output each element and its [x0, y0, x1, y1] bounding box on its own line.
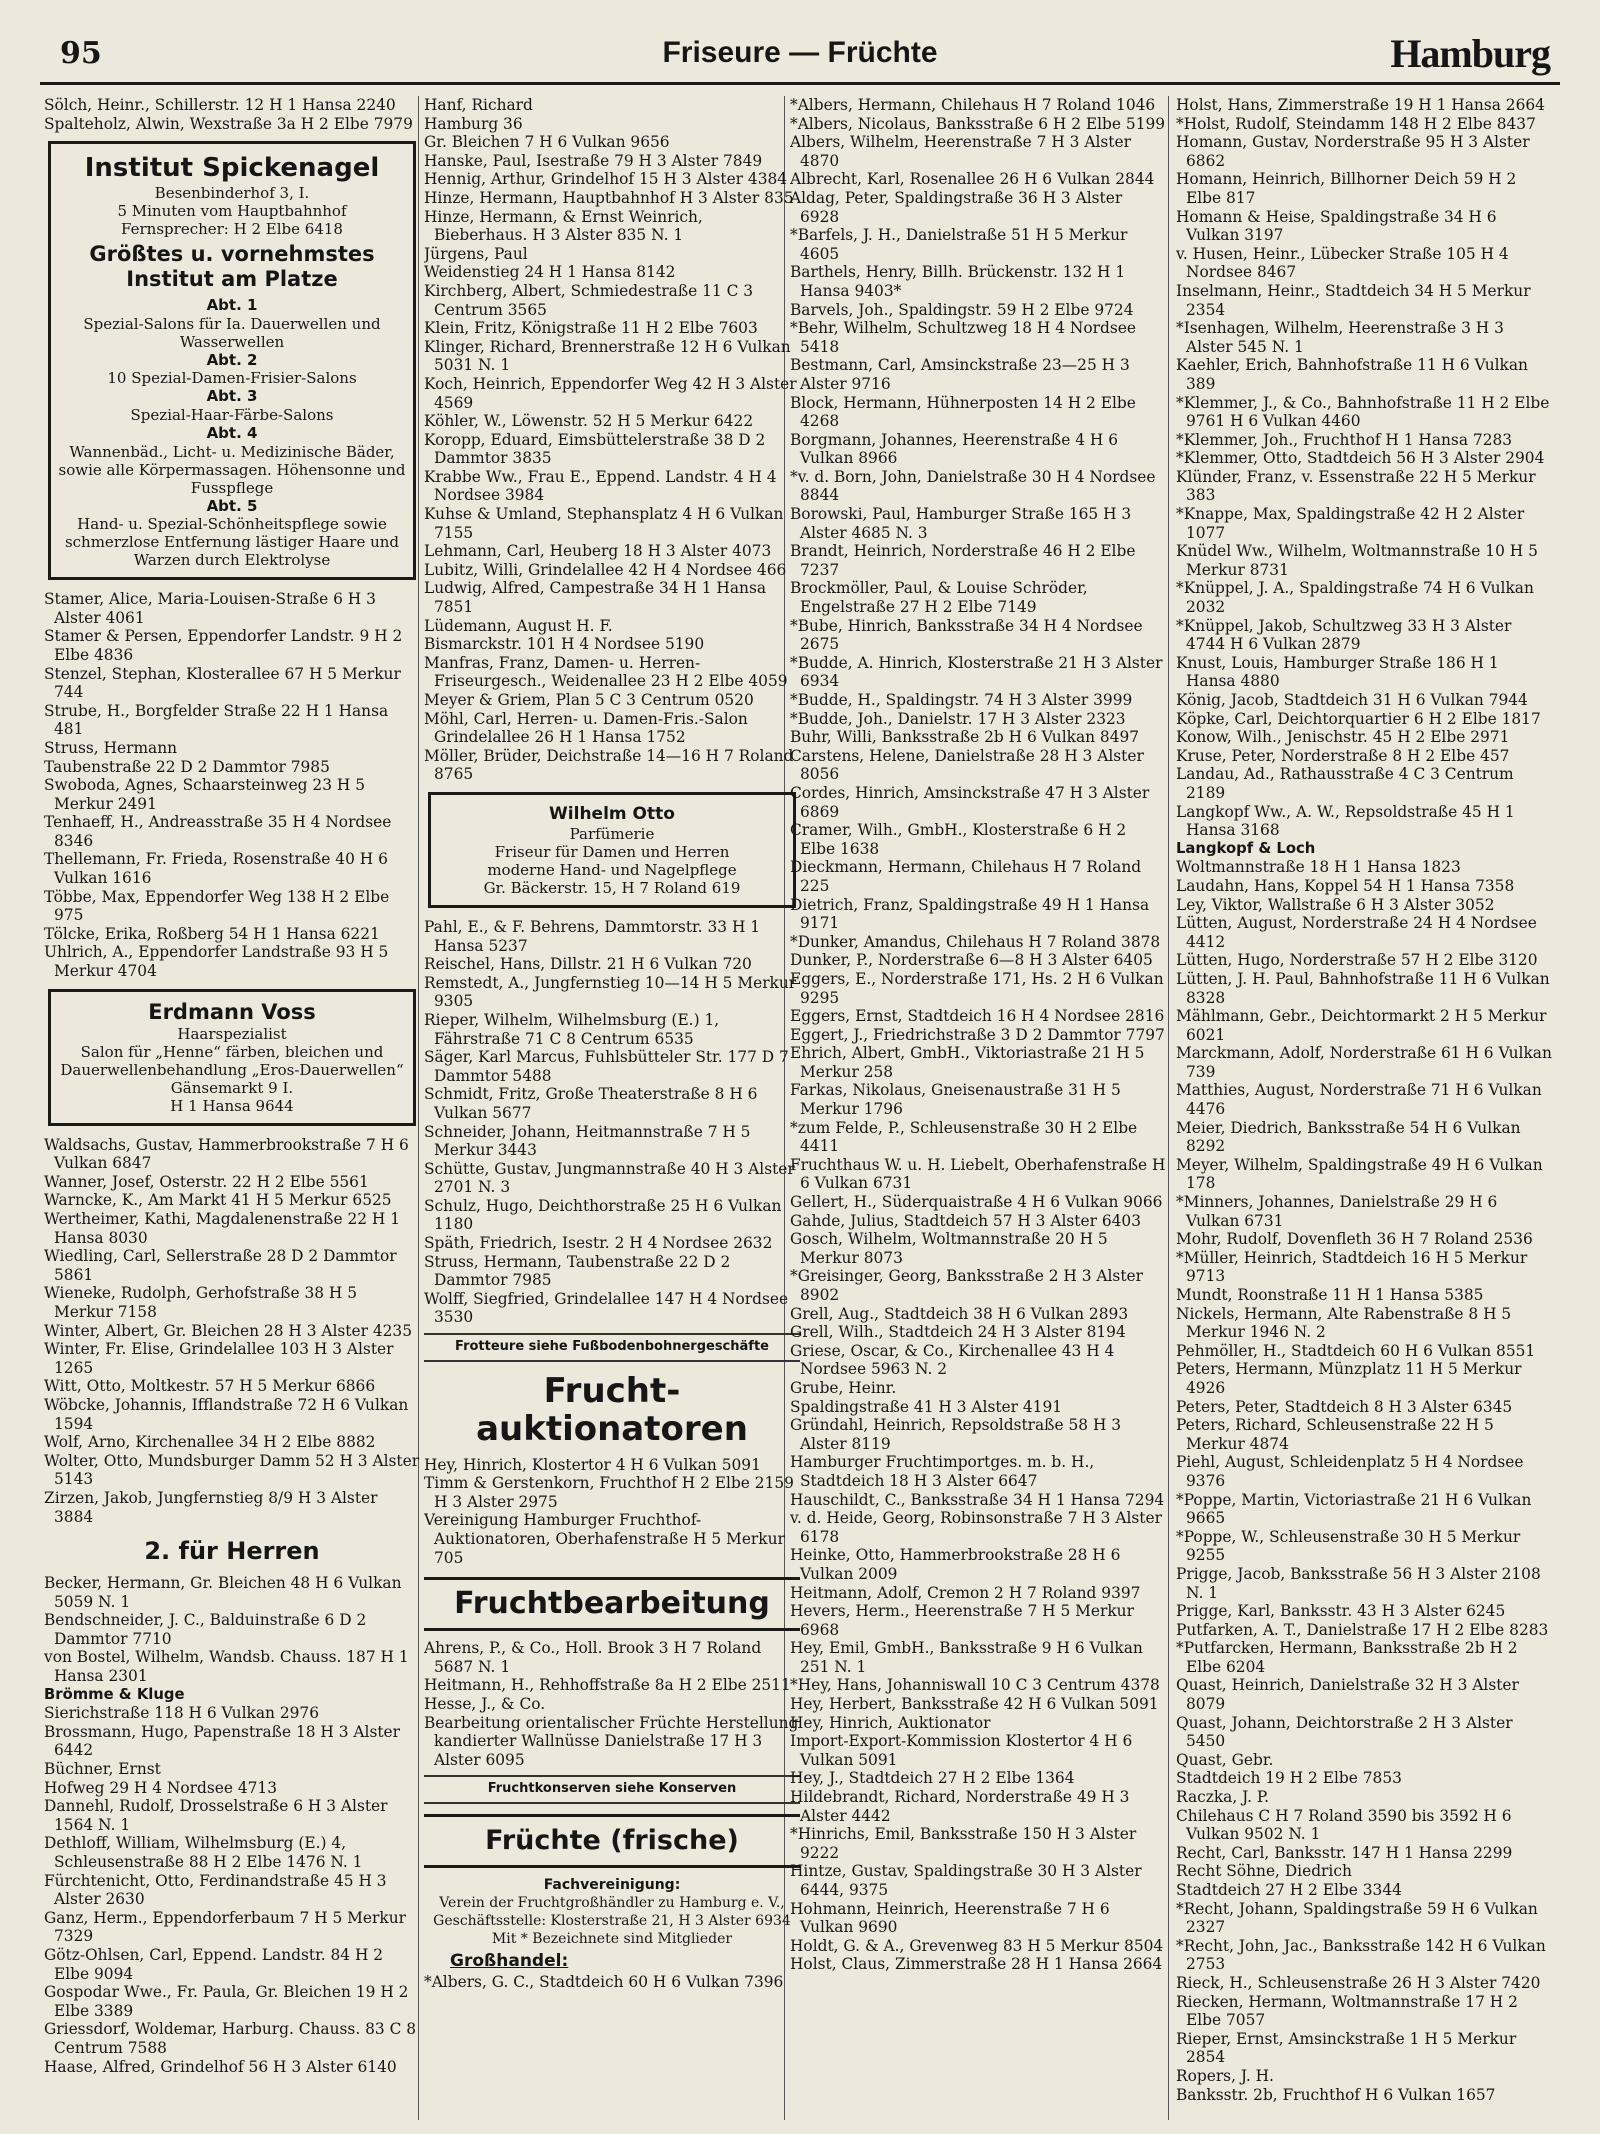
note-konserven: Fruchtkonserven siehe Konserven — [424, 1775, 800, 1804]
directory-entry: Landau, Ad., Rathausstraße 4 C 3 Centrum 2189 — [1176, 765, 1514, 802]
directory-entry: *Klemmer, Otto, Stadtdeich 56 H 3 Alster 2904 — [1176, 449, 1545, 468]
directory-entry: Köpke, Carl, Deichtorquartier 6 H 2 Elbe 1817 — [1176, 709, 1541, 728]
directory-entry: Stenzel, Stephan, Klosterallee 67 H 5 Merkur 744 — [44, 664, 401, 702]
directory-entry: Gellert, H., Süderquaistraße 4 H 6 Vulkan 9066 — [790, 1193, 1163, 1212]
directory-entry: Meier, Diedrich, Banksstraße 54 H 6 Vulkan 8292 — [1176, 1118, 1521, 1156]
directory-entry: Griessdorf, Woldemar, Harburg. Chauss. 83 C 8 Centrum 7588 — [44, 2020, 417, 2057]
directory-entry: Hintze, Gustav, Spaldingstraße 30 H 3 Alster 6444, 9375 — [790, 1862, 1142, 1899]
directory-entry: *Recht, John, Jac., Banksstraße 142 H 6 Vulkan 2753 — [1176, 1936, 1546, 1974]
directory-entry: Inselmann, Heinr., Stadtdeich 34 H 5 Merkur 2354 — [1176, 281, 1531, 319]
directory-entry: Schulz, Hugo, Deichthorstraße 25 H 6 Vulkan 1180 — [424, 1196, 782, 1234]
directory-entry: Pahl, E., & F. Behrens, Dammtorstr. 33 H 1 Hansa 5237 — [424, 917, 761, 955]
directory-entry: *Isenhagen, Wilhelm, Heerenstraße 3 H 3 Alster 545 N. 1 — [1176, 319, 1504, 356]
heading-fruchtauktionatoren: Frucht-auktionatoren — [476, 1370, 748, 1449]
directory-entry: Hinze, Hermann, Hauptbahnhof H 3 Alster 835 — [424, 188, 794, 207]
directory-entry: Woltmannstraße 18 H 1 Hansa 1823 — [1176, 858, 1461, 877]
directory-entry: *Recht, Johann, Spaldingstraße 59 H 6 Vulkan 2327 — [1176, 1899, 1538, 1937]
directory-entry: Möller, Brüder, Deichstraße 14—16 H 7 Roland 8765 — [424, 746, 794, 784]
note-frotteure: Frotteure siehe Fußbodenbohnergeschäfte — [424, 1333, 800, 1362]
directory-entry: Dethloff, William, Wilhelmsburg (E.) 4, Schleusenstraße 88 H 2 Elbe 1476 N. 1 — [44, 1834, 363, 1871]
directory-entry: Hey, J., Stadtdeich 27 H 2 Elbe 1364 — [790, 1769, 1075, 1788]
directory-entry: Import-Export-Kommission Klostertor 4 H 6 Vulkan 5091 — [790, 1732, 1133, 1769]
department-label: Abt. 2 — [206, 350, 258, 369]
directory-entry: *zum Felde, P., Schleusenstraße 30 H 2 Elbe 4411 — [790, 1118, 1138, 1156]
column-divider — [1168, 96, 1169, 2120]
department-text: Hand- u. Spezial-Schönheitspflege sowie schmerzlose Entfernung lästiger Haare und Warzen durch Elektrolyse — [64, 515, 400, 570]
directory-entry: Prigge, Karl, Banksstr. 43 H 3 Alster 6245 — [1176, 1602, 1506, 1621]
directory-entry: Kuhse & Umland, Stephansplatz 4 H 6 Vulkan 7155 — [424, 505, 784, 542]
directory-entry: Peters, Hermann, Münzplatz 11 H 5 Merkur 4926 — [1176, 1360, 1522, 1397]
directory-entry: Bismarckstr. 101 H 4 Nordsee 5190 — [424, 635, 705, 654]
directory-entry: Waldsachs, Gustav, Hammerbrookstraße 7 H 6 Vulkan 6847 — [44, 1135, 409, 1173]
directory-entry: Mohr, Rudolf, Dovenfleth 36 H 7 Roland 2536 — [1176, 1230, 1533, 1249]
directory-entry: Hey, Hinrich, Auktionator — [790, 1713, 991, 1732]
ad-slogan: Größtes u. vornehmstes Institut am Platze — [89, 242, 375, 292]
directory-entry: Hesse, J., & Co. — [424, 1694, 546, 1713]
directory-entry: Hey, Herbert, Banksstraße 42 H 6 Vulkan 5091 — [790, 1695, 1159, 1714]
entry-list — [44, 590, 420, 980]
directory-entry: Borowski, Paul, Hamburger Straße 165 H 3 Alster 4685 N. 3 — [790, 505, 1132, 542]
directory-entry: *Budde, H., Spaldingstr. 74 H 3 Alster 3999 — [790, 691, 1133, 709]
directory-entry: Kirchberg, Albert, Schmiedestraße 11 C 3 Centrum 3565 — [424, 281, 754, 319]
directory-entry: Cordes, Hinrich, Amsinckstraße 47 H 3 Alster 6869 — [790, 783, 1150, 821]
directory-entry: Hohmann, Heinrich, Heerenstraße 7 H 6 Vulkan 9690 — [790, 1899, 1110, 1937]
directory-entry: Grube, Heinr. — [790, 1378, 897, 1397]
directory-entry: Götz-Ohlsen, Carl, Eppend. Landstr. 84 H 2 Elbe 9094 — [44, 1945, 384, 1983]
column-2 — [424, 96, 800, 2120]
directory-entry: *Albers, Nicolaus, Banksstraße 6 H 2 Elbe 5199 — [790, 114, 1166, 133]
entry-list — [44, 96, 420, 133]
directory-entry: Lehmann, Carl, Heuberg 18 H 3 Alster 4073 — [424, 542, 772, 561]
directory-entry: Brandt, Heinrich, Norderstraße 46 H 2 Elbe 7237 — [790, 542, 1136, 579]
directory-entry: *Greisinger, Georg, Banksstraße 2 H 3 Alster 8902 — [790, 1267, 1143, 1304]
directory-entry: Strube, H., Borgfelder Straße 22 H 1 Hansa 481 — [44, 701, 389, 739]
directory-entry: Laudahn, Hans, Koppel 54 H 1 Hansa 7358 — [1176, 876, 1515, 895]
directory-entry: Mählmann, Gebr., Deichtormarkt 2 H 5 Merkur 6021 — [1176, 1007, 1547, 1044]
directory-entry: Krabbe Ww., Frau E., Eppend. Landstr. 4 H 4 Nordsee 3984 — [424, 467, 777, 505]
directory-entry: Möhl, Carl, Herren- u. Damen-Fris.-Salon Grindelallee 26 H 1 Hansa 1752 — [424, 709, 748, 747]
directory-entry: Knüdel Ww., Wilhelm, Woltmannstraße 10 H 5 Merkur 8731 — [1176, 542, 1538, 579]
directory-entry: Ehrich, Albert, GmbH., Viktoriastraße 21 H 5 Merkur 258 — [790, 1044, 1145, 1081]
directory-entry: Gosch, Wilhelm, Woltmannstraße 20 H 5 Merkur 8073 — [790, 1230, 1108, 1267]
directory-entry: Dunker, P., Norderstraße 6—8 H 3 Alster 6405 — [790, 951, 1153, 970]
ad-phone: Fernsprecher: H 2 Elbe 6418 — [121, 220, 343, 239]
directory-entry: Winter, Fr. Elise, Grindelallee 103 H 3 Alster 1265 — [44, 1340, 394, 1377]
directory-entry: Gospodar Wwe., Fr. Paula, Gr. Bleichen 19 H 2 Elbe 3389 — [44, 1983, 409, 2020]
verein-text: Verein der Fruchtgroßhändler zu Hamburg e. V., Geschäftsstelle: Klosterstraße 21, H 3 Alster 6934 — [433, 1894, 791, 1929]
directory-entry: Barthels, Henry, Billh. Brückenstr. 132 H 1 Hansa 9403* — [790, 263, 1126, 300]
column-1 — [44, 96, 420, 2120]
directory-entry: Bestmann, Carl, Amsinckstraße 23—25 H 3 Alster 9716 — [790, 356, 1130, 393]
department-label: Abt. 3 — [206, 387, 258, 406]
directory-entry: Grell, Aug., Stadtdeich 38 H 6 Vulkan 2893 — [790, 1304, 1129, 1323]
directory-entry: *Putfarcken, Hermann, Banksstraße 2b H 2 Elbe 6204 — [1176, 1639, 1518, 1676]
directory-entry: Wanner, Josef, Osterstr. 22 H 2 Elbe 5561 — [44, 1172, 369, 1191]
directory-entry: Carstens, Helene, Danielstraße 28 H 3 Alster 8056 — [790, 746, 1144, 784]
directory-entry: Struss, Hermann — [44, 738, 178, 757]
directory-entry: Wertheimer, Kathi, Magdalenenstraße 22 H 1 Hansa 8030 — [44, 1210, 401, 1247]
directory-entry: Haase, Alfred, Grindelhof 56 H 3 Alster 6140 — [44, 2057, 397, 2076]
directory-entry: *Budde, A. Hinrich, Klosterstraße 21 H 3 Alster 6934 — [790, 653, 1163, 691]
directory-entry: Remstedt, A., Jungfernstieg 10—14 H 5 Merkur 9305 — [424, 973, 797, 1011]
directory-entry: Säger, Karl Marcus, Fuhlsbütteler Str. 177 D 7 Dammtor 5488 — [424, 1048, 789, 1085]
entry-list — [424, 1639, 800, 1769]
directory-entry: Hennig, Arthur, Grindelhof 15 H 3 Alster 4384 — [424, 170, 788, 189]
fachvereinigung-label: Fachvereinigung: — [543, 1876, 681, 1893]
directory-entry: Wolf, Arno, Kirchenallee 34 H 2 Elbe 8882 — [44, 1433, 376, 1452]
directory-entry: Sierichstraße 118 H 6 Vulkan 2976 — [44, 1704, 319, 1723]
directory-entry: Jürgens, Paul — [424, 244, 528, 263]
ad-line: Friseur für Damen und Herren — [494, 842, 730, 861]
directory-entry: Struss, Hermann, Taubenstraße 22 D 2 Dammtor 7985 — [424, 1252, 731, 1290]
directory-entry: Holst, Hans, Zimmerstraße 19 H 1 Hansa 2664 — [1176, 96, 1545, 114]
directory-entry: Griese, Oscar, & Co., Kirchenallee 43 H 4 Nordsee 5963 N. 2 — [790, 1341, 1115, 1379]
directory-entry: Tenhaeff, H., Andreasstraße 35 H 4 Nordsee 8346 — [44, 813, 392, 850]
grosshandel-label: Großhandel: — [450, 1950, 569, 1971]
directory-entry: *Müller, Heinrich, Stadtdeich 16 H 5 Merkur 9713 — [1176, 1248, 1528, 1286]
department-text: Wannenbäd., Licht- u. Medizinische Bäder, sowie alle Körpermassagen. Höhensonne und Fusspflege — [58, 442, 406, 497]
directory-entry: Rieper, Wilhelm, Wilhelmsburg (E.) 1, Fährstraße 71 C 8 Centrum 6535 — [424, 1010, 720, 1048]
entry-list — [44, 1136, 420, 1526]
directory-entry: Borgmann, Johannes, Heerenstraße 4 H 6 Vulkan 8966 — [790, 430, 1119, 468]
directory-entry: Putfarken, A. T., Danielstraße 17 H 2 Elbe 8283 — [1176, 1620, 1549, 1639]
ad-address: Besenbinderhof 3, I. — [154, 184, 310, 203]
directory-entry: Klein, Fritz, Königstraße 11 H 2 Elbe 7603 — [424, 319, 758, 338]
directory-entry: *Hinrichs, Emil, Banksstraße 150 H 3 Alster 9222 — [790, 1825, 1137, 1862]
directory-entry: Ludwig, Alfred, Campestraße 34 H 1 Hansa 7851 — [424, 579, 767, 617]
directory-entry: Klünder, Franz, v. Essenstraße 22 H 5 Merkur 383 — [1176, 467, 1536, 505]
directory-entry: Manfras, Franz, Damen- u. Herren-Friseurgesch., Weidenallee 23 H 2 Elbe 4059 — [424, 653, 788, 691]
directory-entry: Klinger, Richard, Brennerstraße 12 H 6 Vulkan 5031 N. 1 — [424, 337, 791, 375]
directory-entry: Hofweg 29 H 4 Nordsee 4713 — [44, 1778, 278, 1797]
ad-line: moderne Hand- und Nagelpflege — [487, 860, 737, 879]
column-4 — [1176, 96, 1552, 2120]
directory-entry: Homann & Heise, Spaldingstraße 34 H 6 Vulkan 3197 — [1176, 207, 1497, 245]
directory-entry: Heinke, Otto, Hammerbrookstraße 28 H 6 Vulkan 2009 — [790, 1546, 1121, 1583]
directory-entry: König, Jacob, Stadtdeich 31 H 6 Vulkan 7944 — [1176, 691, 1528, 709]
directory-entry: Brockmöller, Paul, & Louise Schröder, Engelstraße 27 H 2 Elbe 7149 — [790, 579, 1088, 617]
directory-entry: Heitmann, Adolf, Cremon 2 H 7 Roland 9397 — [790, 1583, 1141, 1602]
directory-entry: Piehl, August, Schleidenplatz 5 H 4 Nordsee 9376 — [1176, 1453, 1524, 1490]
directory-entry: Bearbeitung orientalischer Früchte Herstellung kandierter Wallnüsse Danielstraße 17 H 3 Alster 6095 — [424, 1713, 799, 1769]
directory-entry: Meyer & Griem, Plan 5 C 3 Centrum 0520 — [424, 691, 754, 709]
directory-entry: Wiedling, Carl, Sellerstraße 28 D 2 Dammtor 5861 — [44, 1247, 397, 1284]
directory-entry: Schmidt, Fritz, Große Theaterstraße 8 H 6 Vulkan 5677 — [424, 1085, 758, 1122]
department-label: Abt. 5 — [206, 496, 258, 515]
directory-entry: Witt, Otto, Moltkestr. 57 H 5 Merkur 6866 — [44, 1377, 376, 1396]
directory-entry: Cramer, Wilh., GmbH., Klosterstraße 6 H 2 Elbe 1638 — [790, 821, 1127, 858]
directory-entry: Uhlrich, A., Eppendorfer Landstraße 93 H 5 Merkur 4704 — [44, 943, 389, 981]
directory-entry: Gr. Bleichen 7 H 6 Vulkan 9656 — [424, 133, 670, 152]
ad-voss — [48, 989, 416, 1126]
directory-entry: Ropers, J. H. — [1176, 2066, 1274, 2085]
directory-entry: Hanske, Paul, Isestraße 79 H 3 Alster 7849 — [424, 151, 763, 170]
directory-entry: Mundt, Roonstraße 11 H 1 Hansa 5385 — [1176, 1286, 1484, 1304]
directory-entry: Holst, Claus, Zimmerstraße 28 H 1 Hansa 2664 — [790, 1955, 1163, 1974]
directory-entry: *Knappe, Max, Spaldingstraße 42 H 2 Alster 1077 — [1176, 505, 1525, 542]
ad-title: Wilhelm Otto — [549, 803, 675, 824]
directory-entry: Dieckmann, Hermann, Chilehaus H 7 Roland 225 — [790, 858, 1142, 895]
directory-entry: Becker, Hermann, Gr. Bleichen 48 H 6 Vulkan 5059 N. 1 — [44, 1574, 402, 1611]
directory-entry: Matthies, August, Norderstraße 71 H 6 Vulkan 4476 — [1176, 1081, 1542, 1119]
directory-entry: *Hey, Hans, Johanniswall 10 C 3 Centrum 4378 — [790, 1676, 1160, 1695]
directory-entry: Hanf, Richard — [424, 96, 533, 114]
directory-entry: Marckmann, Adolf, Norderstraße 61 H 6 Vulkan 739 — [1176, 1044, 1552, 1081]
directory-entry: Rieck, H., Schleusenstraße 26 H 3 Alster 7420 — [1176, 1973, 1541, 1992]
directory-entry: *Barfels, J. H., Danielstraße 51 H 5 Merkur 4605 — [790, 226, 1128, 263]
directory-entry: Buhr, Willi, Banksstraße 2b H 6 Vulkan 8497 — [790, 728, 1140, 747]
ad-subtitle: Parfümerie — [569, 824, 655, 843]
directory-entry: Fürchtenicht, Otto, Ferdinandstraße 45 H 3 Alster 2630 — [44, 1871, 387, 1909]
directory-entry: Rieper, Ernst, Amsinckstraße 1 H 5 Merkur 2854 — [1176, 2029, 1517, 2067]
directory-entry: Quast, Heinrich, Danielstraße 32 H 3 Alster 8079 — [1176, 1676, 1519, 1714]
directory-entry: Taubenstraße 22 D 2 Dammtor 7985 — [44, 757, 330, 776]
ad-line: Gr. Bäckerstr. 15, H 7 Roland 619 — [483, 878, 741, 897]
directory-entry: Recht Söhne, Diedrich — [1176, 1862, 1352, 1881]
directory-entry: *Holst, Rudolf, Steindamm 148 H 2 Elbe 8437 — [1176, 114, 1536, 133]
directory-entry: Ganz, Herm., Eppendorferbaum 7 H 5 Merkur 7329 — [44, 1908, 406, 1946]
department-label: Abt. 4 — [206, 423, 258, 442]
directory-entry: Riecken, Hermann, Woltmannstraße 17 H 2 Elbe 7057 — [1176, 1992, 1518, 2030]
ad-address: Gänsemarkt 9 I. — [170, 1078, 294, 1097]
ad-note: 5 Minuten vom Hauptbahnhof — [117, 202, 347, 221]
directory-entry: Albers, Wilhelm, Heerenstraße 7 H 3 Alster 4870 — [790, 133, 1131, 170]
directory-entry: Hey, Emil, GmbH., Banksstraße 9 H 6 Vulkan 251 N. 1 — [790, 1639, 1143, 1676]
directory-entry: Kruse, Peter, Norderstraße 8 H 2 Elbe 457 — [1176, 746, 1510, 765]
directory-entry: Brossmann, Hugo, Papenstraße 18 H 3 Alster 6442 — [44, 1722, 401, 1760]
directory-entry: *Knüppel, Jakob, Schultzweg 33 H 3 Alster 4744 H 6 Vulkan 2879 — [1176, 616, 1512, 654]
directory-entry: Dannehl, Rudolf, Drosselstraße 6 H 3 Alster 1564 N. 1 — [44, 1797, 388, 1834]
ad-phone: H 1 Hansa 9644 — [170, 1096, 294, 1115]
department-label: Abt. 1 — [206, 296, 258, 315]
directory-entry: Stamer, Alice, Maria-Louisen-Straße 6 H 3 Alster 4061 — [44, 590, 376, 627]
directory-entry: Barvels, Joh., Spaldingstr. 59 H 2 Elbe 9724 — [790, 300, 1134, 319]
directory-entry: Büchner, Ernst — [44, 1760, 161, 1779]
directory-entry: Chilehaus C H 7 Roland 3590 bis 3592 H 6 Vulkan 9502 N. 1 — [1176, 1806, 1512, 1844]
directory-entry: Gründahl, Heinrich, Repsoldstraße 58 H 3 Alster 8119 — [790, 1416, 1122, 1453]
heading-herren: 2. für Herren — [144, 1537, 320, 1566]
directory-entry: Knust, Louis, Hamburger Straße 186 H 1 Hansa 4880 — [1176, 653, 1499, 691]
directory-entry: Pehmöller, H., Stadtdeich 60 H 6 Vulkan 8551 — [1176, 1341, 1536, 1360]
directory-entry: Koropp, Eduard, Eimsbüttelerstraße 38 D 2 Dammtor 3835 — [424, 430, 766, 468]
directory-entry: Ley, Viktor, Wallstraße 6 H 3 Alster 3052 — [1176, 895, 1495, 914]
directory-entry: Prigge, Jacob, Banksstraße 56 H 3 Alster 2108 N. 1 — [1176, 1564, 1541, 1602]
directory-entry: Timm & Gerstenkorn, Fruchthof H 2 Elbe 2159 H 3 Alster 2975 — [424, 1474, 794, 1511]
directory-entry: Quast, Johann, Deichtorstraße 2 H 3 Alster 5450 — [1176, 1713, 1513, 1751]
directory-entry: Peters, Richard, Schleusenstraße 22 H 5 Merkur 4874 — [1176, 1416, 1494, 1453]
directory-entry: Hey, Hinrich, Klostertor 4 H 6 Vulkan 5091 — [424, 1455, 761, 1474]
directory-entry: Zirzen, Jakob, Jungfernstieg 8/9 H 3 Alster 3884 — [44, 1488, 378, 1526]
directory-entry: Swoboda, Agnes, Schaarsteinweg 23 H 5 Merkur 2491 — [44, 776, 366, 813]
directory-entry: Ahrens, P., & Co., Holl. Brook 3 H 7 Roland 5687 N. 1 — [424, 1639, 762, 1676]
directory-entry: Späth, Friedrich, Isestr. 2 H 4 Nordsee 2632 — [424, 1234, 773, 1253]
directory-entry: Hevers, Herm., Heerenstraße 7 H 5 Merkur 6968 — [790, 1602, 1134, 1639]
directory-entry: Nickels, Hermann, Alte Rabenstraße 8 H 5 Merkur 1946 N. 2 — [1176, 1304, 1512, 1342]
directory-entry: Stamer & Persen, Eppendorfer Landstr. 9 H 2 Elbe 4836 — [44, 627, 403, 664]
department-text: 10 Spezial-Damen-Frisier-Salons — [107, 369, 357, 388]
directory-entry: Quast, Gebr. — [1176, 1750, 1274, 1769]
directory-entry: Banksstr. 2b, Fruchthof H 6 Vulkan 1657 — [1176, 2085, 1496, 2104]
directory-entry: Kaehler, Erich, Bahnhofstraße 11 H 6 Vulkan 389 — [1176, 356, 1528, 393]
directory-entry: Eggert, J., Friedrichstraße 3 D 2 Dammtor 7797 — [790, 1025, 1165, 1044]
directory-entry: Wöbcke, Johannis, Ifflandstraße 72 H 6 Vulkan 1594 — [44, 1395, 409, 1433]
directory-entry: Homann, Heinrich, Billhorner Deich 59 H 2 Elbe 817 — [1176, 170, 1517, 207]
ad-title: Institut Spickenagel — [84, 153, 380, 184]
ad-otto — [428, 792, 796, 908]
directory-entry: Brömme & Kluge — [44, 1685, 185, 1703]
directory-entry: Holdt, G. & A., Grevenweg 83 H 5 Merkur 8504 — [790, 1936, 1164, 1955]
directory-entry: Wolff, Siegfried, Grindelallee 147 H 4 Nordsee 3530 — [424, 1289, 789, 1327]
directory-entry: Spalteholz, Alwin, Wexstraße 3a H 2 Elbe 7979 — [44, 114, 413, 133]
directory-entry: Stadtdeich 19 H 2 Elbe 7853 — [1176, 1769, 1402, 1788]
city-name: Hamburg — [1390, 31, 1550, 76]
ad-spickenagel — [48, 141, 416, 580]
directory-entry: Hildebrandt, Richard, Norderstraße 49 H 3 Alster 4442 — [790, 1788, 1130, 1825]
department-text: Spezial-Salons für Ia. Dauerwellen und Wasserwellen — [83, 314, 381, 351]
entry-list — [424, 1456, 800, 1568]
entry-list — [1176, 96, 1552, 2104]
directory-entry: Winter, Albert, Gr. Bleichen 28 H 3 Alster 4235 — [44, 1321, 413, 1340]
directory-entry: Tölcke, Erika, Roßberg 54 H 1 Hansa 6221 — [44, 924, 380, 943]
directory-entry: Wieneke, Rudolph, Gerhofstraße 38 H 5 Merkur 7158 — [44, 1284, 358, 1321]
directory-entry: Thellemann, Fr. Frieda, Rosenstraße 40 H 6 Vulkan 1616 — [44, 850, 388, 888]
directory-entry: *Minners, Johannes, Danielstraße 29 H 6 Vulkan 6731 — [1176, 1193, 1498, 1230]
directory-entry: Hamburger Fruchtimportges. m. b. H., Stadtdeich 18 H 3 Alster 6647 — [790, 1453, 1095, 1490]
directory-entry: Heitmann, H., Rehhoffstraße 8a H 2 Elbe 2511 — [424, 1676, 791, 1695]
ad-departments — [57, 296, 407, 569]
page-header — [40, 30, 1560, 85]
directory-entry: von Bostel, Wilhelm, Wandsb. Chauss. 187 H 1 Hansa 2301 — [44, 1648, 409, 1686]
directory-entry: Többe, Max, Eppendorfer Weg 138 H 2 Elbe 975 — [44, 887, 390, 925]
ad-text: Salon für „Henne“ färben, bleichen und Dauerwellenbehandlung „Eros-Dauerwellen“ — [60, 1042, 404, 1079]
directory-entry: Langkopf Ww., A. W., Repsoldstraße 45 H 1 Hansa 3168 — [1176, 802, 1515, 840]
entry-list — [790, 96, 1166, 1974]
directory-entry: *Albers, Hermann, Chilehaus H 7 Roland 1046 — [790, 96, 1156, 114]
directory-entry: Warncke, K., Am Markt 41 H 5 Merkur 6525 — [44, 1191, 392, 1210]
directory-entry: Meyer, Wilhelm, Spaldingstraße 49 H 6 Vulkan 178 — [1176, 1155, 1543, 1193]
directory-entry: Block, Hermann, Hühnerposten 14 H 2 Elbe 4268 — [790, 393, 1136, 431]
directory-entry: Schütte, Gustav, Jungmannstraße 40 H 3 Alster 2701 N. 3 — [424, 1159, 795, 1197]
section-title: Friseure — Früchte — [662, 36, 938, 69]
directory-entry: *Knüppel, J. A., Spaldingstraße 74 H 6 Vulkan 2032 — [1176, 579, 1534, 617]
directory-entry: *Klemmer, Joh., Fruchthof H 1 Hansa 7283 — [1176, 430, 1513, 449]
directory-entry: *Bube, Hinrich, Banksstraße 34 H 4 Nordsee 2675 — [790, 616, 1143, 654]
directory-entry: Eggers, Ernst, Stadtdeich 16 H 4 Nordsee 2816 — [790, 1007, 1165, 1026]
directory-entry: *Poppe, W., Schleusenstraße 30 H 5 Merkur 9255 — [1176, 1527, 1521, 1565]
directory-entry: Lubitz, Willi, Grindelallee 42 H 4 Nordsee 466 — [424, 560, 787, 579]
directory-entry: Aldag, Peter, Spaldingstraße 36 H 3 Alster 6928 — [790, 188, 1123, 226]
directory-entry: Hinze, Hermann, & Ernst Weinrich, Bieberhaus. H 3 Alster 835 N. 1 — [424, 207, 703, 245]
directory-entry: v. d. Heide, Georg, Robinsonstraße 7 H 3 Alster 6178 — [790, 1509, 1162, 1546]
directory-entry: Farkas, Nikolaus, Gneisenaustraße 31 H 5 Merkur 1796 — [790, 1081, 1121, 1119]
entry-list — [424, 1973, 800, 1992]
entry-list — [424, 96, 800, 784]
column-3 — [790, 96, 1166, 2120]
department-text: Spezial-Haar-Färbe-Salons — [130, 405, 334, 424]
directory-entry: Lütten, J. H. Paul, Bahnhofstraße 11 H 6 Vulkan 8328 — [1176, 969, 1550, 1007]
directory-entry: *Budde, Joh., Danielstr. 17 H 3 Alster 2323 — [790, 709, 1126, 728]
directory-entry: Gahde, Julius, Stadtdeich 57 H 3 Alster 6403 — [790, 1211, 1142, 1230]
directory-entry: v. Husen, Heinr., Lübecker Straße 105 H 4 Nordsee 8467 — [1176, 244, 1509, 282]
directory-entry: *Klemmer, J., & Co., Bahnhofstraße 11 H 2 Elbe 9761 H 6 Vulkan 4460 — [1176, 393, 1550, 431]
member-note: Mit * Bezeichnete sind Mitglieder — [491, 1930, 733, 1947]
entry-list — [424, 918, 800, 1327]
directory-entry: Grell, Wilh., Stadtdeich 24 H 3 Alster 8194 — [790, 1323, 1126, 1342]
directory-entry: Weidenstieg 24 H 1 Hansa 8142 — [424, 263, 676, 282]
directory-entry: Lütten, August, Norderstraße 24 H 4 Nordsee 4412 — [1176, 914, 1537, 951]
directory-entry: Reischel, Hans, Dillstr. 21 H 6 Vulkan 720 — [424, 955, 752, 974]
directory-entry: Langkopf & Loch — [1176, 839, 1316, 857]
directory-entry: Lütten, Hugo, Norderstraße 57 H 2 Elbe 3120 — [1176, 951, 1538, 970]
directory-entry: Homann, Gustav, Norderstraße 95 H 3 Alster 6862 — [1176, 133, 1530, 170]
directory-entry: Schneider, Johann, Heitmannstraße 7 H 5 Merkur 3443 — [424, 1122, 751, 1160]
directory-entry: Raczka, J. P. — [1176, 1788, 1270, 1807]
directory-entry: *Albers, G. C., Stadtdeich 60 H 6 Vulkan 7396 — [424, 1972, 784, 1991]
directory-entry: Peters, Peter, Stadtdeich 8 H 3 Alster 6345 — [1176, 1397, 1513, 1416]
directory-entry: *Poppe, Martin, Victoriastraße 21 H 6 Vulkan 9665 — [1176, 1490, 1532, 1528]
directory-entry: Eggers, E., Norderstraße 171, Hs. 2 H 6 Vulkan 9295 — [790, 969, 1164, 1007]
entry-list — [44, 1574, 420, 2076]
directory-entry: *Dunker, Amandus, Chilehaus H 7 Roland 3878 — [790, 932, 1161, 951]
directory-entry: Vereinigung Hamburger Fruchthof-Auktionatoren, Oberhafenstraße H 5 Merkur 705 — [424, 1511, 785, 1567]
directory-entry: Bendschneider, J. C., Balduinstraße 6 D 2 Dammtor 7710 — [44, 1611, 367, 1648]
directory-entry: Recht, Carl, Banksstr. 147 H 1 Hansa 2299 — [1176, 1843, 1513, 1862]
directory-entry: Koch, Heinrich, Eppendorfer Weg 42 H 3 Alster 4569 — [424, 374, 797, 412]
directory-entry: Lüdemann, August H. F. — [424, 616, 613, 635]
directory-entry: Köhler, W., Löwenstr. 52 H 5 Merkur 6422 — [424, 412, 754, 431]
directory-entry: Wolter, Otto, Mundsburger Damm 52 H 3 Alster 5143 — [44, 1451, 420, 1489]
directory-entry: Hauschildt, C., Banksstraße 34 H 1 Hansa 7294 — [790, 1490, 1165, 1509]
directory-entry: Sölch, Heinr., Schillerstr. 12 H 1 Hansa 2240 — [44, 96, 396, 114]
directory-entry: Fruchthaus W. u. H. Liebelt, Oberhafenstraße H 6 Vulkan 6731 — [790, 1155, 1166, 1193]
ad-subtitle: Haarspezialist — [177, 1024, 287, 1043]
directory-entry: Albrecht, Karl, Rosenallee 26 H 6 Vulkan 2844 — [790, 170, 1155, 189]
page-number: 95 — [60, 36, 102, 71]
directory-entry: Dietrich, Franz, Spaldingstraße 49 H 1 Hansa 9171 — [790, 895, 1150, 933]
directory-entry: Konow, Wilh., Jenischstr. 45 H 2 Elbe 2971 — [1176, 728, 1510, 747]
ad-title: Erdmann Voss — [148, 999, 316, 1024]
directory-entry: *Behr, Wilhelm, Schultzweg 18 H 4 Nordsee 5418 — [790, 319, 1136, 356]
heading-fruechte-frische: Früchte (frische) — [424, 1814, 800, 1868]
heading-fruchtbearbeitung: Fruchtbearbeitung — [424, 1577, 800, 1631]
directory-entry: Stadtdeich 27 H 2 Elbe 3344 — [1176, 1881, 1402, 1899]
directory-entry: Spaldingstraße 41 H 3 Alster 4191 — [790, 1397, 1063, 1416]
directory-entry: Hamburg 36 — [424, 114, 523, 133]
directory-entry: *v. d. Born, John, Danielstraße 30 H 4 Nordsee 8844 — [790, 467, 1156, 505]
